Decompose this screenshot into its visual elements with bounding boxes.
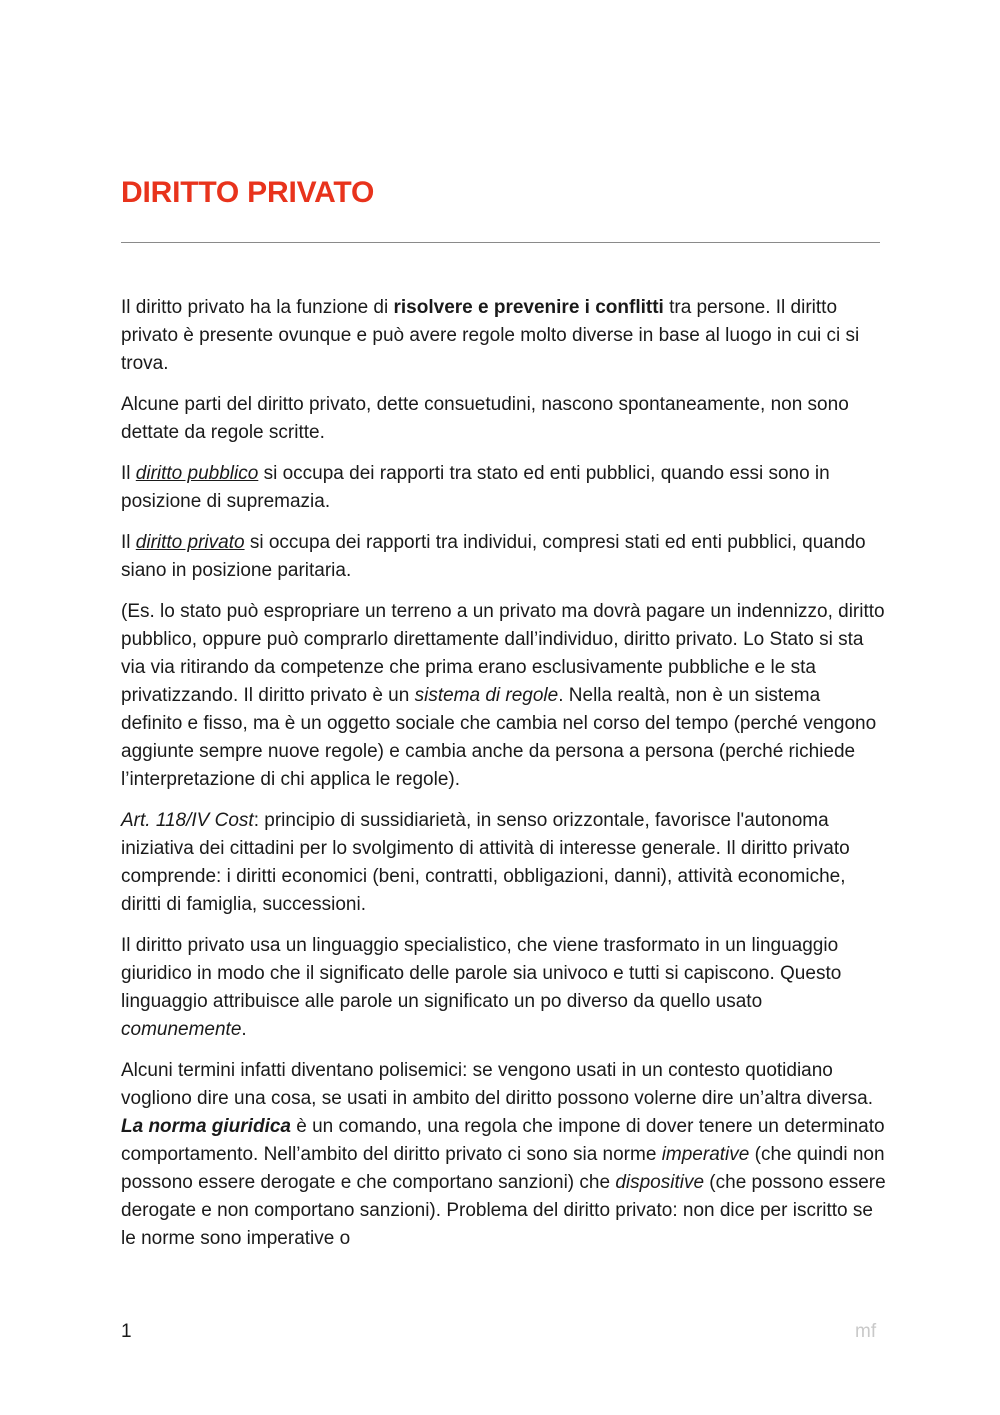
term-norma-giuridica: La norma giuridica xyxy=(121,1116,291,1137)
term-diritto-pubblico: diritto pubblico xyxy=(135,463,259,484)
paragraph-4: Il diritto privato si occupa dei rapporti tra individui, compresi stati ed enti pubblici, quando siano in posizione paritaria. xyxy=(121,532,866,581)
italic-phrase: sistema di regole xyxy=(414,685,559,706)
document-body xyxy=(121,294,886,1266)
paragraph-3: Il diritto pubblico si occupa dei rapporti tra stato ed enti pubblici, quando essi sono in posizione di supremazia. xyxy=(121,463,830,512)
term-dispositive: dispositive xyxy=(615,1172,705,1193)
document-title: DIRITTO PRIVATO xyxy=(121,176,375,209)
paragraph-6: Art. 118/IV Cost: principio di sussidiarietà, in senso orizzontale, favorisce l'autonoma iniziativa dei cittadini per lo svolgimento di attività di interesse generale. Il diritto privato comprende: i diritti economici (beni, contratti, obbligazioni, danni), attività economiche, diritti di famiglia, successioni. xyxy=(121,810,850,915)
paragraph-5: (Es. lo stato può espropriare un terreno a un privato ma dovrà pagare un indennizzo, diritto pubblico, oppure può comprarlo direttamente dall’individuo, diritto privato. Lo Stato si sta via via ritirando da competenze che prima erano esclusivamente pubbliche e le sta privatizzando. Il diritto privato è un sistema di regole. Nella realtà, non è un sistema definito e fisso, ma è un oggetto sociale che cambia nel corso del tempo (perché vengono aggiunte sempre nuove regole) e cambia anche da persona a persona (perché richiede l’interpretazione di chi applica le regole). xyxy=(121,601,885,790)
title-divider xyxy=(121,242,880,243)
paragraph-1: Il diritto privato ha la funzione di risolvere e prevenire i conflitti tra persone. Il diritto privato è presente ovunque e può avere regole molto diverse in base al luogo in cui ci si trova. xyxy=(121,297,860,374)
footer-watermark: mf xyxy=(855,1321,877,1342)
paragraph-2: Alcune parti del diritto privato, dette consuetudini, nascono spontaneamente, non sono dettate da regole scritte. xyxy=(121,394,849,443)
paragraph-7: Il diritto privato usa un linguaggio specialistico, che viene trasformato in un linguaggio giuridico in modo che il significato delle parole sia univoco e tutti si capiscono. Questo linguaggio attribuisce alle parole un significato un po diverso da quello usato comunemente. xyxy=(121,935,842,1040)
paragraph-9: La norma giuridica è un comando, una regola che impone di dover tenere un determinato comportamento. Nell’ambito del diritto privato ci sono sia norme imperative (che quindi non possono essere derogate e che comportano sanzioni) che dispositive (che possono essere derogate e non comportano sanzioni). Problema del diritto privato: non dice per iscritto se le norme sono imperative o xyxy=(121,1116,886,1249)
paragraph-8: Alcuni termini infatti diventano polisemici: se vengono usati in un contesto quotidiano vogliono dire una cosa, se usati in ambito del diritto possono volerne dire un’altra diversa. xyxy=(121,1060,873,1109)
term-diritto-privato: diritto privato xyxy=(135,532,245,553)
page-number: 1 xyxy=(121,1321,132,1342)
italic-word: comunemente xyxy=(121,1019,242,1040)
term-imperative: imperative xyxy=(661,1144,750,1165)
bold-phrase: risolvere e prevenire i conflitti xyxy=(393,297,664,318)
article-reference: Art. 118/IV Cost xyxy=(121,810,254,831)
